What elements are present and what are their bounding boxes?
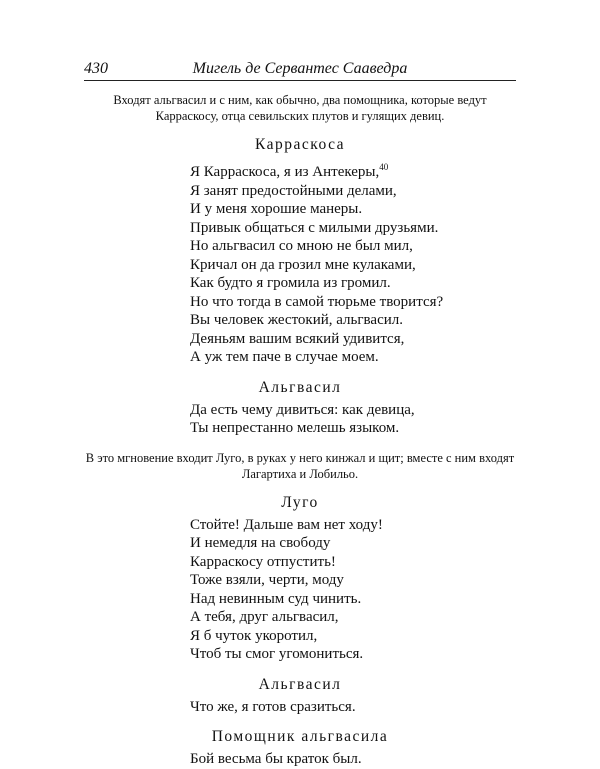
verse-stanza [190, 698, 516, 717]
verse-stanza [190, 401, 516, 438]
speaker-name: Альгвасил [258, 378, 342, 396]
verse-line [190, 200, 516, 219]
verse-line-text: Стойте! Дальше вам нет ходу! [190, 516, 383, 533]
page-body [84, 92, 516, 769]
verse-line-text: Ты непрестанно мелешь языком. [190, 420, 400, 436]
verse-line [190, 237, 516, 256]
verse-line-text: Тоже взяли, черти, моду [190, 572, 344, 588]
verse-stanza [190, 516, 516, 664]
verse-stanza [190, 750, 516, 769]
verse-line [190, 590, 516, 609]
verse-line-text: А тебя, друг альгвасил, [190, 609, 339, 625]
verse-line [190, 219, 516, 238]
verse-line [190, 608, 516, 627]
speaker-name: Карраскоса [254, 136, 346, 153]
verse-line [190, 330, 516, 349]
stage-direction: В это мгновение входит Луго, в руках у него кинжал и щит; вместе с ним входят Лагартиха и Лобильо. [85, 450, 515, 481]
verse-line [190, 293, 516, 312]
verse-line-text: Бой весьма бы краток был. [190, 751, 362, 767]
verse-line [190, 645, 516, 664]
verse-line-text: Я Карраскоса, я из Антекеры, [190, 164, 380, 180]
verse-line-text: И немедля на свободу [190, 535, 331, 551]
verse-line [190, 571, 516, 590]
running-title: Мигель де Сервантес Сааведра [192, 60, 408, 77]
verse-line [190, 627, 516, 646]
verse-line [190, 401, 516, 420]
verse-line-text: Над невинным суд чинить. [190, 590, 362, 607]
verse-line [190, 274, 516, 293]
verse-line [190, 158, 516, 182]
verse-line-text: Я занят предостойными делами, [190, 182, 397, 199]
speaker-name: Луго [281, 493, 319, 511]
verse-line [190, 311, 516, 330]
stage-direction: Входят альгвасил и с ним, как обычно, два помощника, которые ведут Карраскосу, отца севильских плутов и гулящих девиц. [113, 93, 487, 123]
verse-line-text: Что же, я готов сразиться. [190, 698, 356, 715]
verse-line-text: Я б чуток укоротил, [190, 627, 318, 644]
verse-line-text: Карраскосу отпустить! [190, 553, 336, 570]
verse-line [190, 256, 516, 275]
verse-line [190, 534, 516, 553]
verse-line-text: Но альгвасил со мною не был мил, [190, 238, 413, 254]
verse-line-text: Вы человек жестокий, альгвасил. [190, 312, 403, 328]
verse-line-text: Да есть чему дивиться: как девица, [190, 401, 415, 418]
verse-line-text: Чтоб ты смог угомониться. [190, 646, 364, 662]
verse-line [190, 182, 516, 201]
verse-line [190, 348, 516, 367]
verse-line-text: Кричал он да грозил мне кулаками, [190, 256, 416, 273]
verse-line-text: И у меня хорошие манеры. [190, 201, 363, 217]
running-header [84, 58, 516, 81]
verse-line-text: Но что тогда в самой тюрьме творится? [190, 293, 444, 310]
verse-line [190, 698, 516, 717]
verse-stanza [190, 158, 516, 367]
verse-line [190, 750, 516, 769]
verse-line-text: Как будто я громила из громил. [190, 275, 391, 291]
verse-line-text: Привык общаться с милыми друзьями. [190, 219, 439, 236]
speaker-name: Помощник альгвасила [211, 728, 389, 745]
speaker-name: Альгвасил [258, 675, 342, 693]
page-number: 430 [84, 60, 108, 77]
verse-line [190, 419, 516, 438]
verse-line [190, 553, 516, 572]
verse-line-text: А уж тем паче в случае моем. [190, 349, 379, 365]
verse-line [190, 516, 516, 535]
footnote-mark[interactable]: 40 [379, 162, 389, 172]
verse-line-text: Деяньям вашим всякий удивится, [190, 330, 405, 347]
